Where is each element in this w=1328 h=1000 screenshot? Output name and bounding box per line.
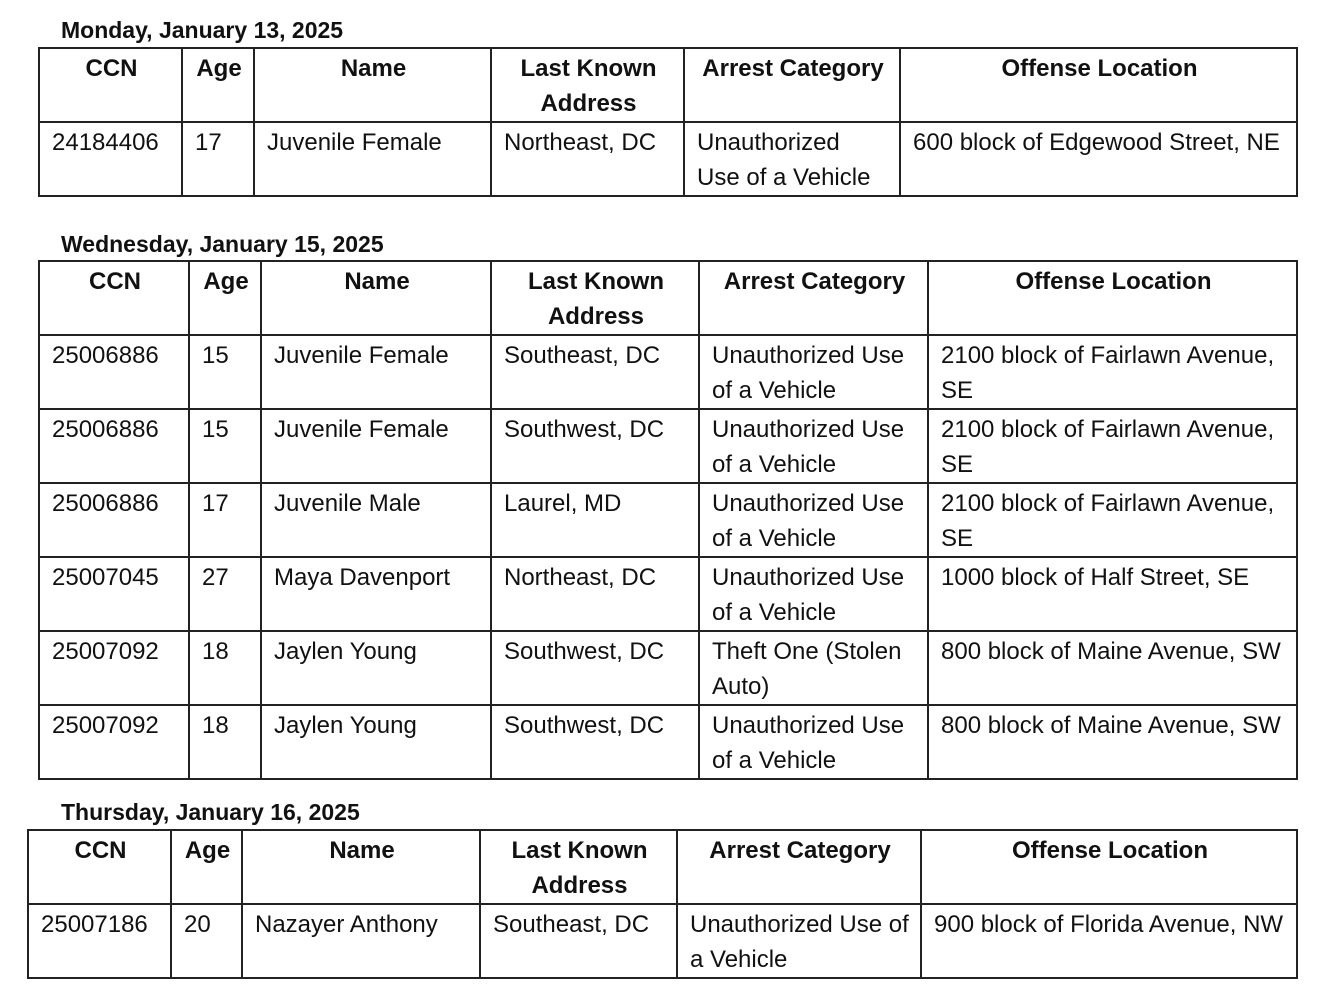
cell-address: Laurel, MD [491, 483, 699, 557]
column-header-age: Age [171, 830, 242, 904]
cell-ccn: 25007092 [39, 631, 189, 705]
cell-name: Jaylen Young [261, 705, 491, 779]
day-heading-thursday: Thursday, January 16, 2025 [61, 799, 360, 825]
column-header-age: Age [182, 48, 254, 122]
cell-location: 1000 block of Half Street, SE [928, 557, 1297, 631]
column-header-name: Name [254, 48, 491, 122]
table-row [39, 483, 1297, 557]
cell-age: 15 [189, 409, 261, 483]
day-heading-wednesday: Wednesday, January 15, 2025 [61, 231, 384, 257]
cell-ccn: 25006886 [39, 335, 189, 409]
table-header-row [28, 830, 1297, 904]
cell-age: 27 [189, 557, 261, 631]
cell-category: Unauthorized Use of a Vehicle [699, 557, 928, 631]
cell-age: 17 [189, 483, 261, 557]
column-header-location: Offense Location [900, 48, 1297, 122]
cell-address: Southwest, DC [491, 705, 699, 779]
column-header-name: Name [242, 830, 480, 904]
table-header-row [39, 48, 1297, 122]
cell-address: Southwest, DC [491, 409, 699, 483]
table-row [39, 409, 1297, 483]
cell-ccn: 25007092 [39, 705, 189, 779]
cell-location: 2100 block of Fairlawn Avenue, SE [928, 409, 1297, 483]
column-header-address: Last Known Address [491, 261, 699, 335]
cell-address: Northeast, DC [491, 122, 684, 196]
cell-age: 15 [189, 335, 261, 409]
cell-name: Juvenile Female [261, 335, 491, 409]
column-header-location: Offense Location [928, 261, 1297, 335]
column-header-ccn: CCN [28, 830, 171, 904]
cell-age: 18 [189, 705, 261, 779]
cell-location: 2100 block of Fairlawn Avenue, SE [928, 335, 1297, 409]
table-row [39, 705, 1297, 779]
cell-category: Unauthorized Use of a Vehicle [699, 483, 928, 557]
cell-age: 17 [182, 122, 254, 196]
cell-name: Jaylen Young [261, 631, 491, 705]
table-row [39, 122, 1297, 196]
cell-ccn: 24184406 [39, 122, 182, 196]
cell-location: 800 block of Maine Avenue, SW [928, 705, 1297, 779]
column-header-ccn: CCN [39, 261, 189, 335]
cell-ccn: 25007186 [28, 904, 171, 978]
column-header-category: Arrest Category [699, 261, 928, 335]
cell-name: Nazayer Anthony [242, 904, 480, 978]
arrests-table-wednesday [38, 260, 1298, 780]
column-header-address: Last Known Address [491, 48, 684, 122]
arrests-table-thursday [27, 829, 1298, 979]
cell-name: Maya Davenport [261, 557, 491, 631]
column-header-name: Name [261, 261, 491, 335]
cell-category: Unauthorized Use of a Vehicle [684, 122, 900, 196]
cell-category: Theft One (Stolen Auto) [699, 631, 928, 705]
cell-address: Southeast, DC [491, 335, 699, 409]
table-header-row [39, 261, 1297, 335]
cell-category: Unauthorized Use of a Vehicle [677, 904, 921, 978]
cell-location: 600 block of Edgewood Street, NE [900, 122, 1297, 196]
cell-address: Northeast, DC [491, 557, 699, 631]
cell-location: 2100 block of Fairlawn Avenue, SE [928, 483, 1297, 557]
cell-name: Juvenile Female [261, 409, 491, 483]
cell-ccn: 25007045 [39, 557, 189, 631]
table-row [39, 557, 1297, 631]
table-row [39, 631, 1297, 705]
cell-location: 800 block of Maine Avenue, SW [928, 631, 1297, 705]
cell-ccn: 25006886 [39, 409, 189, 483]
cell-age: 18 [189, 631, 261, 705]
cell-category: Unauthorized Use of a Vehicle [699, 409, 928, 483]
cell-location: 900 block of Florida Avenue, NW [921, 904, 1297, 978]
cell-category: Unauthorized Use of a Vehicle [699, 335, 928, 409]
column-header-address: Last Known Address [480, 830, 677, 904]
cell-address: Southwest, DC [491, 631, 699, 705]
cell-name: Juvenile Male [261, 483, 491, 557]
cell-age: 20 [171, 904, 242, 978]
cell-ccn: 25006886 [39, 483, 189, 557]
arrests-table-monday [38, 47, 1298, 197]
cell-address: Southeast, DC [480, 904, 677, 978]
table-row [39, 335, 1297, 409]
table-row [28, 904, 1297, 978]
column-header-category: Arrest Category [677, 830, 921, 904]
column-header-age: Age [189, 261, 261, 335]
column-header-category: Arrest Category [684, 48, 900, 122]
cell-category: Unauthorized Use of a Vehicle [699, 705, 928, 779]
cell-name: Juvenile Female [254, 122, 491, 196]
column-header-ccn: CCN [39, 48, 182, 122]
column-header-location: Offense Location [921, 830, 1297, 904]
day-heading-monday: Monday, January 13, 2025 [61, 17, 344, 43]
